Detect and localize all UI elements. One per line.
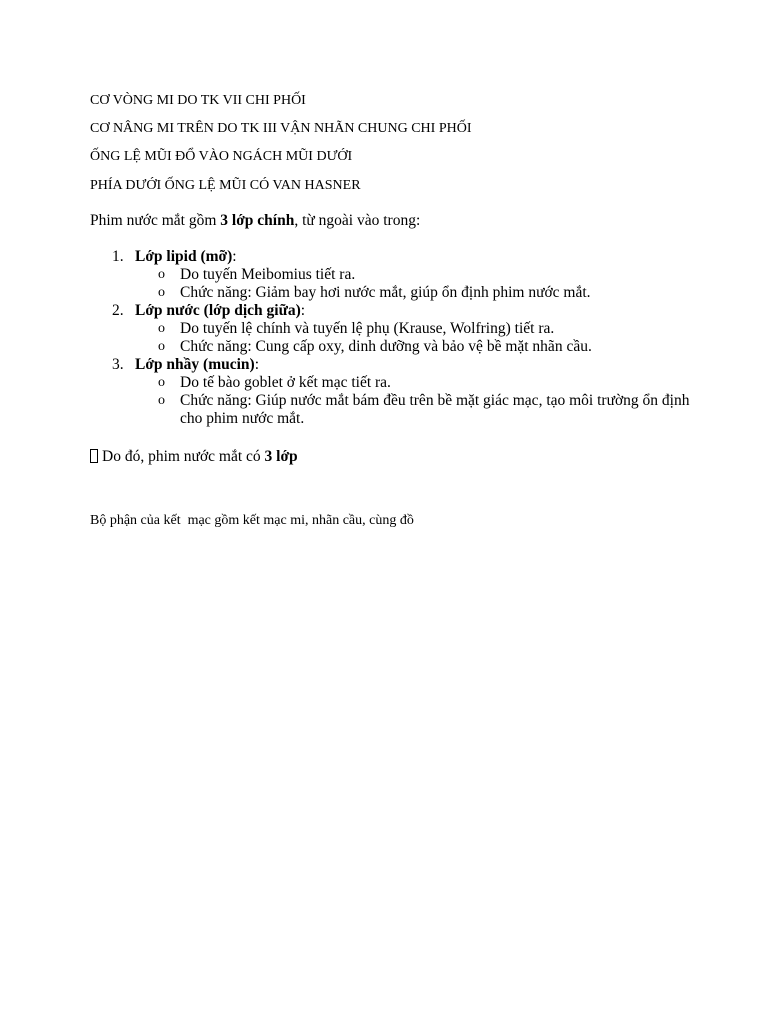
heading-levator: CƠ NÂNG MI TRÊN DO TK III VẬN NHÃN CHUNG CHI PHỐI: [90, 121, 472, 136]
sub-item-text: Chức năng: Cung cấp oxy, dinh dưỡng và bảo vệ bề mặt nhãn cầu.: [180, 338, 592, 355]
layer-title: Lớp lipid (mỡ): [135, 248, 233, 265]
sub-item-text: Do tế bào goblet ở kết mạc tiết ra.: [180, 374, 391, 391]
intro-suffix: , từ ngoài vào trong:: [294, 212, 421, 229]
sub-item: [90, 338, 690, 356]
conclusion-bold: 3 lớp: [264, 448, 298, 465]
conclusion-prefix: Do đó, phim nước mắt có: [102, 448, 265, 465]
list-number: 3.: [112, 356, 124, 373]
bullet-icon: o: [158, 267, 165, 282]
layer-title: Lớp nước (lớp dịch giữa): [135, 302, 301, 319]
sub-item-text: Chức năng: Giảm bay hơi nước mắt, giúp ổn định phim nước mắt.: [180, 284, 591, 301]
heading-nasolacrimal-duct: ỐNG LỆ MŨI ĐỔ VÀO NGÁCH MŨI DƯỚI: [90, 149, 353, 164]
tear-film-layer-list: [90, 248, 690, 428]
sub-item: [90, 392, 690, 428]
list-number: 2.: [112, 302, 124, 319]
intro-prefix: Phim nước mắt gồm: [90, 212, 221, 229]
sub-item: [90, 266, 690, 284]
list-item-aqueous-layer: [90, 302, 690, 356]
layer-heading: [90, 302, 690, 320]
list-number: 1.: [112, 248, 124, 265]
sub-item: [90, 320, 690, 338]
sub-item: [90, 284, 690, 302]
list-item-mucin-layer: [90, 356, 690, 428]
conjunctiva-note: Bộ phận của kết mạc gồm kết mạc mi, nhãn cầu, cùng đồ: [90, 513, 414, 528]
intro-paragraph: [90, 212, 420, 230]
sub-item-text: Do tuyến Meibomius tiết ra.: [180, 266, 356, 283]
bullet-icon: o: [158, 393, 165, 408]
bullet-icon: o: [158, 339, 165, 354]
heading-hasner-valve: PHÍA DƯỚI ỐNG LỆ MŨI CÓ VAN HASNER: [90, 178, 361, 193]
layer-colon: :: [232, 248, 237, 265]
layer-title: Lớp nhầy (mucin): [135, 356, 255, 373]
list-item-lipid-layer: [90, 248, 690, 302]
sub-item-text: Do tuyến lệ chính và tuyến lệ phụ (Krause, Wolfring) tiết ra.: [180, 320, 555, 337]
intro-bold: 3 lớp chính: [220, 212, 295, 229]
layer-colon: :: [254, 356, 260, 373]
bullet-icon: o: [158, 321, 165, 336]
missing-glyph-icon: [90, 449, 98, 463]
heading-orbicularis: CƠ VÒNG MI DO TK VII CHI PHỐI: [90, 93, 306, 108]
layer-heading: [90, 356, 690, 374]
bullet-icon: o: [158, 375, 165, 390]
sub-item: [90, 374, 690, 392]
conclusion-paragraph: [90, 448, 298, 466]
sub-item-text: Chức năng: Giúp nước mắt bám đều trên bề mặt giác mạc, tạo môi trường ổn định cho phim nước mắt.: [180, 392, 690, 427]
layer-heading: [90, 248, 690, 266]
bullet-icon: o: [158, 285, 165, 300]
layer-colon: :: [300, 302, 306, 319]
